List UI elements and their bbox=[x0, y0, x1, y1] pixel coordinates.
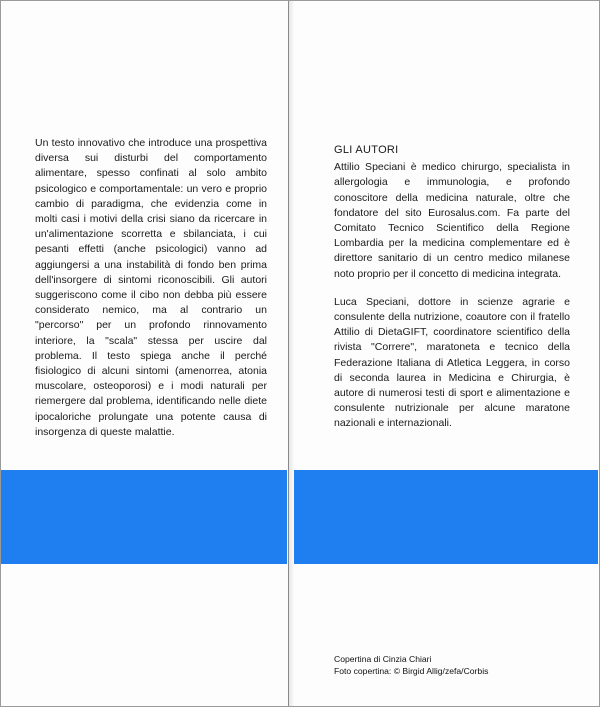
fold-shadow bbox=[289, 1, 295, 706]
blue-band-left bbox=[1, 470, 287, 564]
author-text-attilio: è medico chirurgo, specialista in allergologia e immunologia, e profondo conoscitore della medicina naturale, oltre che fondatore del sito Eurosalus.com. Fa parte del Comitato Tecnico Scientifico della Regione Lombardia per la medicina complementare ed è direttore sanitario di un centro medico milanese noto proprio per il concetto di medicina integrata. bbox=[334, 161, 570, 280]
author-bio-luca bbox=[334, 295, 570, 432]
authors-heading: GLI AUTORI bbox=[334, 144, 399, 156]
author-bio-attilio bbox=[334, 160, 570, 282]
cover-design-credit: Copertina di Cinzia Chiari bbox=[334, 654, 432, 664]
blue-band-right bbox=[294, 470, 598, 564]
book-description bbox=[35, 136, 267, 440]
cover-credits bbox=[334, 653, 488, 677]
authors-section bbox=[334, 143, 570, 432]
author-text-luca: , dottore in scienze agrarie e consulente della nutrizione, coautore con il fratello Attilio di DietaGIFT, coordinatore scientifico della rivista "Correre", maratoneta e tecnico della Federazione Italiana di Atletica Leggera, in corso di seconda laurea in Medicina e Chirurgia, è autore di numerosi testi di sport e alimentazione e consulente nutrizionale per alcune maratone nazionali e internazionali. bbox=[334, 295, 570, 430]
description-text: Un testo innovativo che introduce una prospettiva diversa sui disturbi del comportamento alimentare, spesso confinati al solo ambito psicologico e comportamentale: un vero e proprio cambio di paradigma, che evidenzia come in molti casi i motivi della crisi siano da ricercare in un'alimentazione scorretta e sbilanciata, i cui pesanti effetti (anche psicologici) vanno ad aggiungersi a una instabilità di fondo ben prima dell'insorgere di sintomi riconoscibili. Gli autori suggeriscono come il cibo non debba più essere considerato nemico, ma al contrario un "percorso" per un profondo rinnovamento interiore, la "scala" stessa per uscire dal problema. Il testo spiega anche il perché fisiologico di alcuni sintomi (amenorrea, atonia muscolare, osteoporosi) e i modi naturali per riemergere dal problema, identificando nelle diete ipocaloriche prolungate una potente causa di insorgenza di queste malattie. bbox=[35, 137, 267, 438]
author-name-attilio: Attilio Speciani bbox=[334, 161, 406, 174]
author-name-luca: Luca Speciani bbox=[334, 295, 407, 308]
cover-photo-credit: Foto copertina: © Birgid Allig/zefa/Corbis bbox=[334, 666, 489, 676]
